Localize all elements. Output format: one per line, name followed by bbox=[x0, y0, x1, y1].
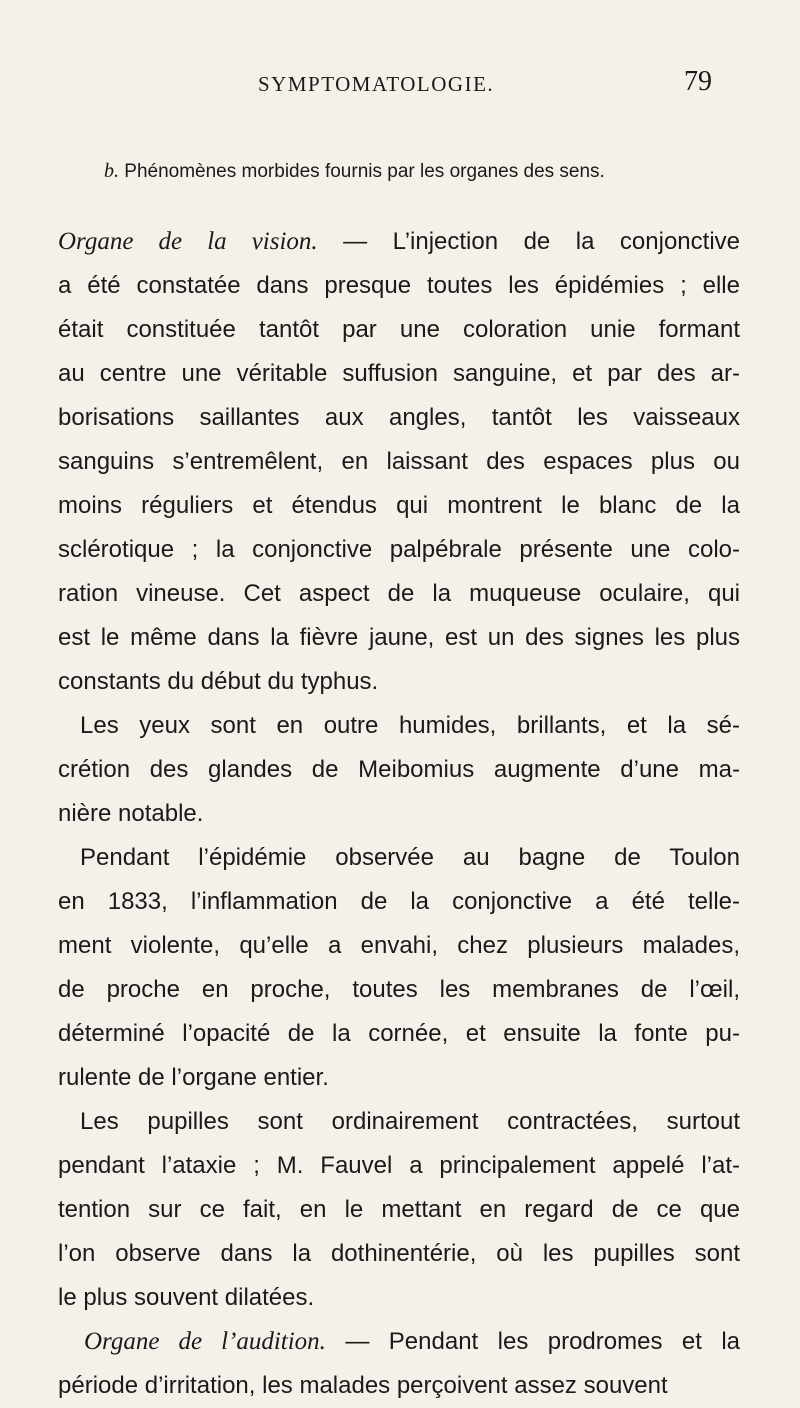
section-heading-text: Phénomènes morbides fournis par les organes des sens. bbox=[124, 161, 605, 182]
text-line bbox=[58, 264, 740, 308]
text-line bbox=[58, 1012, 740, 1056]
italic-heading: Organe de la vision. bbox=[58, 228, 318, 255]
text-line bbox=[58, 1056, 740, 1100]
line-text: crétion des glandes de Meibomius augmente d’une ma- bbox=[58, 756, 740, 783]
line-text: moins réguliers et étendus qui montrent le blanc de la bbox=[58, 492, 740, 519]
text-line bbox=[58, 1276, 740, 1320]
text-line bbox=[58, 704, 740, 748]
italic-heading: Organe de l’audition. bbox=[84, 1328, 326, 1355]
line-text: tention sur ce fait, en le mettant en regard de ce que bbox=[58, 1196, 740, 1223]
line-text: déterminé l’opacité de la cornée, et ensuite la fonte pu- bbox=[58, 1020, 740, 1047]
line-text: l’on observe dans la dothinentérie, où les pupilles sont bbox=[58, 1240, 740, 1267]
text-line bbox=[58, 1232, 740, 1276]
line-text: rulente de l’organe entier. bbox=[58, 1064, 329, 1091]
text-line bbox=[58, 1320, 740, 1364]
line-text: Les pupilles sont ordinairement contractées, surtout bbox=[80, 1108, 740, 1135]
text-line bbox=[58, 748, 740, 792]
line-text: le plus souvent dilatées. bbox=[58, 1284, 315, 1311]
line-text: — Pendant les prodromes et la bbox=[325, 1328, 741, 1355]
line-text: de proche en proche, toutes les membranes de l’œil, bbox=[58, 976, 740, 1003]
text-line bbox=[58, 220, 740, 264]
line-text: était constituée tantôt par une coloration unie formant bbox=[58, 316, 740, 343]
text-line bbox=[58, 924, 740, 968]
text-line bbox=[58, 880, 740, 924]
line-text: ration vineuse. Cet aspect de la muqueuse oculaire, qui bbox=[58, 580, 740, 607]
line-text: Les yeux sont en outre humides, brillants, et la sé- bbox=[80, 712, 740, 739]
body-text bbox=[58, 220, 740, 1408]
text-line bbox=[58, 352, 740, 396]
text-line bbox=[58, 528, 740, 572]
line-text: — L’injection de la conjonctive bbox=[317, 228, 740, 255]
text-line bbox=[58, 1144, 740, 1188]
page-number: 79 bbox=[684, 66, 712, 97]
text-line bbox=[58, 308, 740, 352]
text-line bbox=[58, 440, 740, 484]
line-text: sclérotique ; la conjonctive palpébrale présente une colo- bbox=[58, 536, 740, 563]
text-line bbox=[58, 1188, 740, 1232]
line-text: nière notable. bbox=[58, 800, 204, 827]
line-text: a été constatée dans presque toutes les épidémies ; elle bbox=[58, 272, 740, 299]
line-text: sanguins s’entremêlent, en laissant des espaces plus ou bbox=[58, 448, 740, 475]
text-line bbox=[58, 836, 740, 880]
text-line bbox=[58, 572, 740, 616]
line-text: constants du début du typhus. bbox=[58, 668, 379, 695]
text-line bbox=[58, 968, 740, 1012]
line-text: est le même dans la fièvre jaune, est un des signes les plus bbox=[58, 624, 740, 651]
section-heading bbox=[104, 160, 744, 183]
line-text: ment violente, qu’elle a envahi, chez plusieurs malades, bbox=[58, 932, 740, 959]
text-line bbox=[58, 1100, 740, 1144]
text-line bbox=[58, 792, 740, 836]
section-letter: b. bbox=[104, 160, 119, 182]
text-line bbox=[58, 484, 740, 528]
line-text: période d’irritation, les malades perçoivent assez souvent bbox=[58, 1372, 668, 1399]
line-text: Pendant l’épidémie observée au bagne de Toulon bbox=[80, 844, 740, 871]
running-title: SYMPTOMATOLOGIE. bbox=[258, 72, 495, 96]
line-text: borisations saillantes aux angles, tantôt les vaisseaux bbox=[58, 404, 740, 431]
text-line bbox=[58, 616, 740, 660]
line-text: pendant l’ataxie ; M. Fauvel a principalement appelé l’at- bbox=[58, 1152, 740, 1179]
text-line bbox=[58, 396, 740, 440]
text-line bbox=[58, 1364, 740, 1408]
line-text: au centre une véritable suffusion sanguine, et par des ar- bbox=[58, 360, 740, 387]
line-text: en 1833, l’inflammation de la conjonctive a été telle- bbox=[58, 888, 740, 915]
text-line bbox=[58, 660, 740, 704]
